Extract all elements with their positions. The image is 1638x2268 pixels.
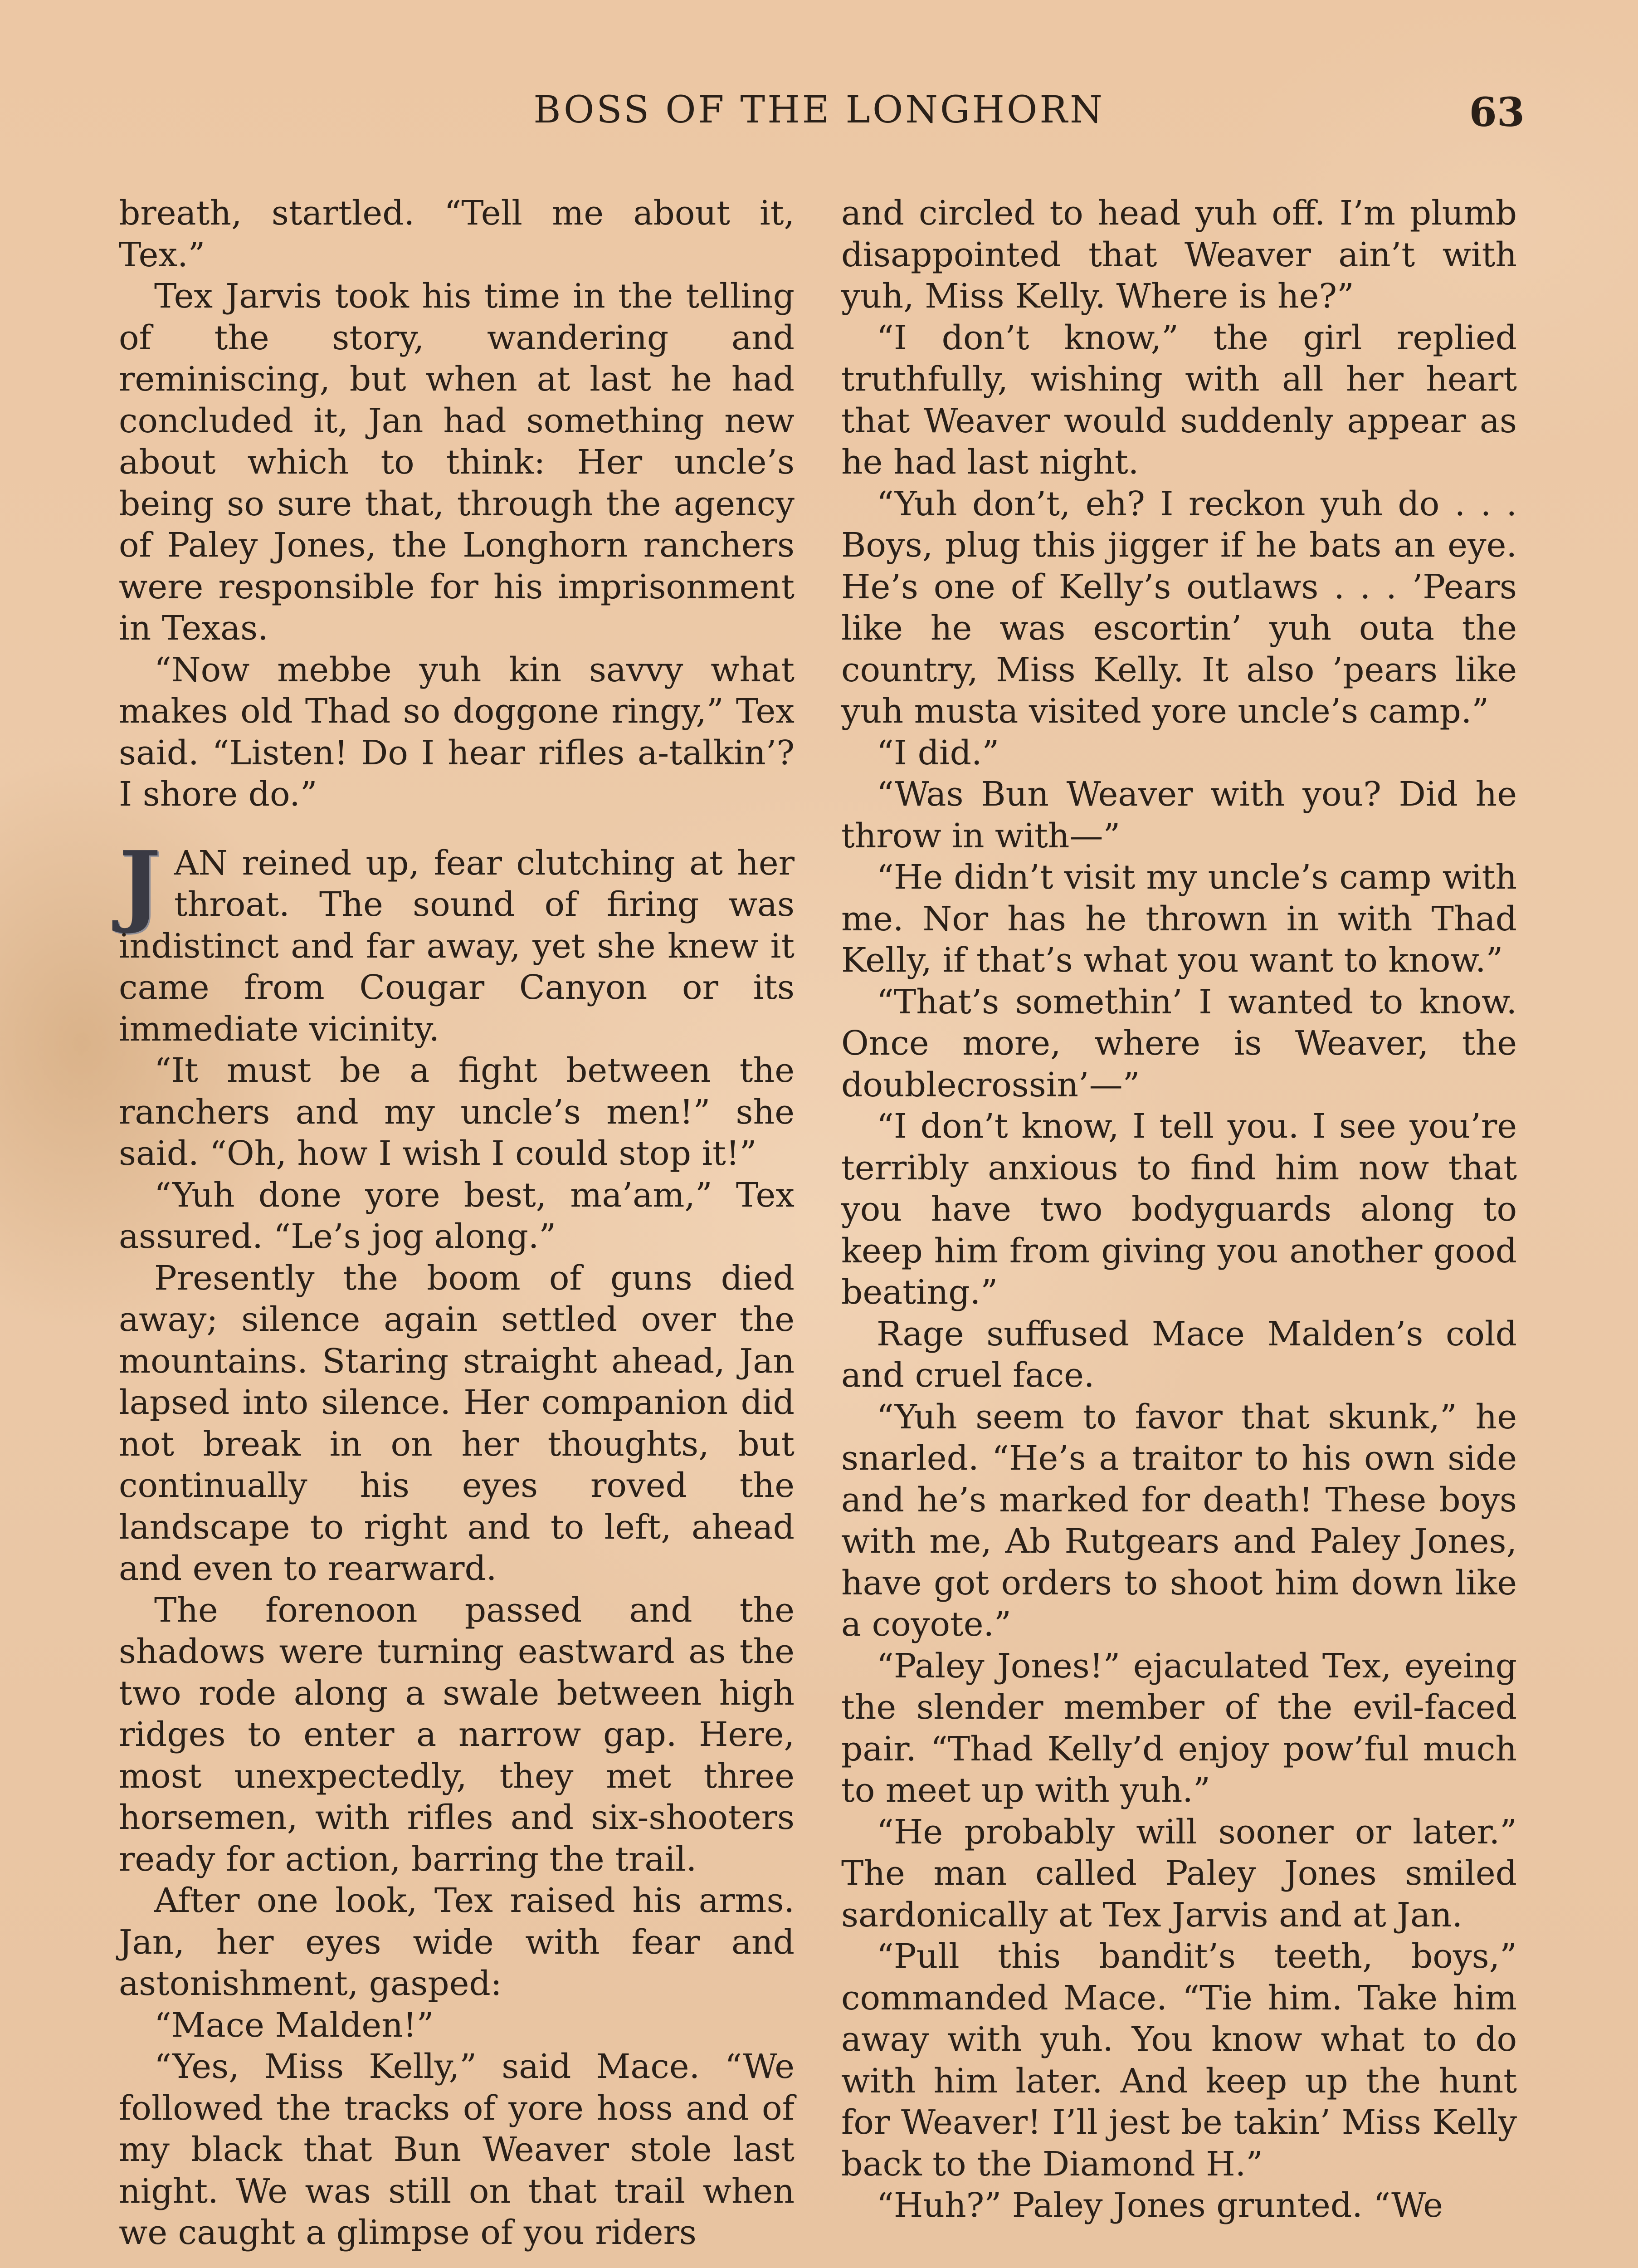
running-title: BOSS OF THE LONGHORN (533, 88, 1105, 132)
paragraph: After one look, Tex raised his arms. Jan, her eyes wide with fear and astonishment, gasped: (119, 1881, 795, 2003)
paragraph: “That’s somethin’ I wanted to know. Once more, where is Weaver, the doublecrossin’—” (841, 982, 1517, 1105)
paragraph: Presently the boom of guns died away; silence again settled over the mountains. Staring straight ahead, Jan lapsed into silence. Her companion did not break in on her thoughts, but continually his eyes roved the landscape to right and to left, ahead and even to rearward. (119, 1258, 795, 1588)
paragraph: “Was Bun Weaver with you? Did he throw in with—” (841, 775, 1517, 855)
right-column (841, 193, 1517, 2227)
paragraph: “He probably will sooner or later.” The man called Paley Jones smiled sardonically at Tex Jarvis and at Jan. (841, 1812, 1517, 1935)
paragraph: Rage suffused Mace Malden’s cold and cruel face. (841, 1314, 1517, 1395)
left-column (119, 193, 795, 2254)
paragraph: “Now mebbe yuh kin savvy what makes old Thad so doggone ringy,” Tex said. “Listen! Do I hear rifles a-talkin’? I shore do.” (119, 650, 795, 814)
paragraph: and circled to head yuh off. I’m plumb disappointed that Weaver ain’t with yuh, Miss Kelly. Where is he?” (841, 194, 1517, 316)
paragraph: “I don’t know,” the girl replied truthfully, wishing with all her heart that Weaver would suddenly appear as he had last night. (841, 318, 1517, 482)
paragraph: Tex Jarvis took his time in the telling of the story, wandering and reminiscing, but when at last he had concluded it, Jan had something new about which to think: Her uncle’s being so sure that, through the agency of Paley Jones, the Longhorn ranchers were responsible for his imprisonment in Texas. (119, 277, 795, 648)
chapter-section-paragraph (119, 831, 795, 1051)
paragraph: “He didn’t visit my uncle’s camp with me. Nor has he thrown in with Thad Kelly, if that’s what you want to know.” (841, 858, 1517, 980)
paragraph: “It must be a fight between the ranchers and my uncle’s men!” she said. “Oh, how I wish I could stop it!” (119, 1051, 795, 1173)
paragraph: “Paley Jones!” ejaculated Tex, eyeing the slender member of the evil-faced pair. “Thad Kelly’d enjoy pow’ful much to meet up with yuh.” (841, 1646, 1517, 1810)
drop-cap: J (119, 831, 161, 936)
paragraph: breath, startled. “Tell me about it, Tex.” (119, 194, 795, 274)
paragraph: “Mace Malden!” (154, 2005, 434, 2045)
paragraph: “Huh?” Paley Jones grunted. “We (877, 2186, 1443, 2225)
page-number: 63 (1469, 88, 1525, 136)
paragraph: “Yuh done yore best, ma’am,” Tex assured. “Le’s jog along.” (119, 1175, 795, 1256)
drop-cap-paragraph-text: AN reined up, fear clutching at her throat. The sound of firing was indistinct and far away, yet she knew it came from Cougar Canyon or its immediate vicinity. (119, 843, 795, 1049)
paragraph: “I don’t know, I tell you. I see you’re terribly anxious to find him now that you have two bodyguards along to keep him from giving you another good beating.” (841, 1107, 1517, 1312)
paragraph: “Pull this bandit’s teeth, boys,” commanded Mace. “Tie him. Take him away with yuh. You know what to do with him later. And keep up the hunt for Weaver! I’ll jest be takin’ Miss Kelly back to the Diamond H.” (841, 1937, 1517, 2184)
paragraph: The forenoon passed and the shadows were turning eastward as the two rode along a swale between high ridges to enter a narrow gap. Here, most unexpectedly, they met three horsemen, with rifles and six-shooters ready for action, barring the trail. (119, 1590, 795, 1879)
paragraph: “Yes, Miss Kelly,” said Mace. “We followed the tracks of yore hoss and of my black that Bun Weaver stole last night. We was still on that trail when we caught a glimpse of you riders (119, 2047, 795, 2252)
paragraph: “Yuh seem to favor that skunk,” he snarled. “He’s a traitor to his own side and he’s marked for death! These boys with me, Ab Rutgears and Paley Jones, have got orders to shoot him down like a coyote.” (841, 1397, 1517, 1644)
paragraph: “I did.” (877, 733, 999, 772)
paragraph: “Yuh don’t, eh? I reckon yuh do . . . Boys, plug this jigger if he bats an eye. He’s one of Kelly’s outlaws . . . ’Pears like he was escortin’ yuh outa the country, Miss Kelly. It also ’pears like yuh musta visited yore uncle’s camp.” (841, 484, 1517, 731)
